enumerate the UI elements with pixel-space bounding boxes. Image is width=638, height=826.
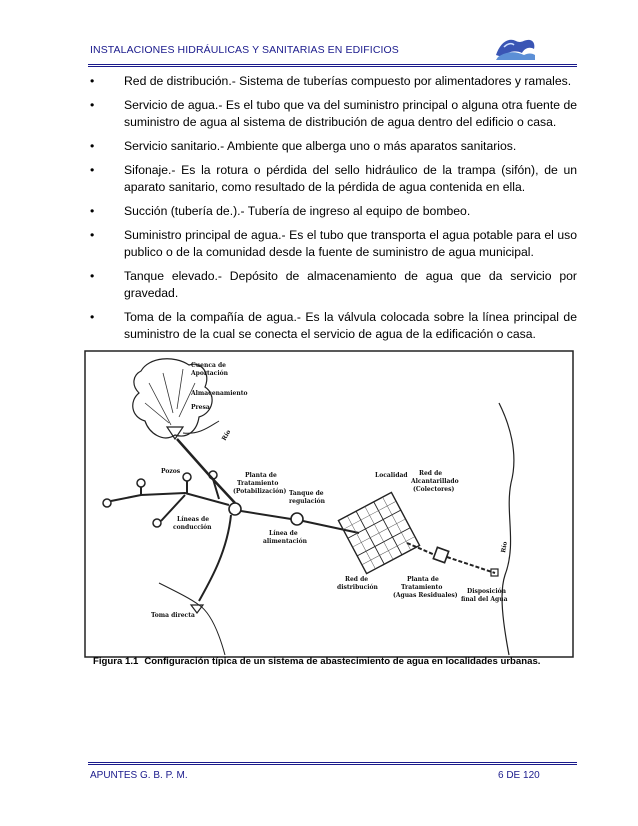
bullet-marker: •: [90, 310, 95, 324]
list-item: [88, 138, 577, 155]
label-red-distribucion: Red de: [345, 576, 369, 583]
list-item: [88, 97, 577, 131]
label-linea-alimentacion: alimentación: [263, 538, 307, 545]
regulation-tank-icon: [291, 513, 303, 525]
definition-text: Tanque elevado.- Depósito de almacenamiento de agua que da servicio por gravedad.: [124, 269, 577, 300]
bullet-marker: •: [90, 228, 95, 242]
list-item: [88, 162, 577, 196]
well-icon: [103, 499, 111, 507]
label-planta-potab: (Potabilización): [233, 488, 287, 495]
label-cuenca: Aportación: [191, 370, 228, 377]
label-red-distribucion: distribución: [337, 584, 378, 591]
header-rule: [88, 64, 577, 67]
label-planta-residuales: Tratamiento: [401, 584, 443, 591]
river-line: [183, 421, 219, 433]
caption-label: Figura 1.1: [93, 656, 139, 667]
bullet-marker: •: [90, 163, 95, 177]
label-tanque: regulación: [289, 498, 325, 505]
bullet-marker: •: [90, 204, 95, 218]
list-item: [88, 73, 577, 90]
definition-text: Succión (tubería de.).- Tubería de ingreso al equipo de bombeo.: [124, 204, 471, 218]
label-toma-directa: Toma directa: [151, 612, 195, 619]
wastewater-plant-icon: [433, 547, 448, 562]
label-rio: Río: [500, 541, 509, 554]
caption-text: Configuración típica de un sistema de abastecimiento de agua en localidades urbanas.: [144, 656, 541, 667]
discharge-line: [447, 557, 495, 573]
well-icon: [137, 479, 145, 487]
treatment-plant-icon: [229, 503, 241, 515]
sewer-line: [407, 543, 435, 555]
figure-caption: [93, 656, 540, 667]
watershed-streams: [145, 369, 195, 425]
label-red-alcantarillado: Alcantarillado: [411, 478, 459, 485]
well-icon: [153, 519, 161, 527]
bullet-marker: •: [90, 139, 95, 153]
label-disposicion: Disposición: [467, 588, 507, 595]
feed-line: [303, 521, 359, 533]
definition-text: Red de distribución.- Sistema de tuberías compuesto por alimentadores y ramales.: [124, 74, 572, 88]
label-localidad: Localidad: [375, 472, 408, 479]
label-linea-alimentacion: Línea de: [269, 530, 298, 537]
label-presa: Presa: [191, 404, 210, 411]
river-left: [159, 583, 225, 655]
label-rio: Río: [220, 428, 233, 442]
label-tanque: Tanque de: [289, 490, 324, 497]
page-number: 6 DE 120: [498, 770, 540, 781]
label-red-alcantarillado: Red de: [419, 470, 443, 477]
water-supply-diagram: [79, 343, 579, 663]
label-lineas-conduccion: Líneas de: [177, 516, 210, 523]
label-red-alcantarillado: (Colectores): [413, 486, 455, 493]
label-planta-residuales: (Aguas Residuales): [393, 592, 458, 599]
list-item: [88, 309, 577, 343]
well-icon: [183, 473, 191, 481]
definition-text: Suministro principal de agua.- Es el tubo que transporta el agua potable para el uso publico o de la comunidad desde la fuente de suministro de agua municipal.: [124, 228, 577, 259]
footer-author: APUNTES G. B. P. M.: [90, 770, 188, 781]
locality-grid: [338, 492, 419, 573]
definition-text: Sifonaje.- Es la rotura o pérdida del sello hidráulico de la trampa (sifón), de un aparato sanitario, como resultado de la pérdida de agua contenida en ella.: [124, 163, 577, 194]
bullet-marker: •: [90, 98, 95, 112]
label-planta-potab: Planta de: [245, 472, 277, 479]
bullet-marker: •: [90, 74, 95, 88]
river-right: [499, 403, 514, 655]
footer-rule: [88, 762, 577, 765]
wave-logo-icon: [494, 33, 536, 63]
well-collector-lines: [111, 479, 229, 521]
definition-text: Toma de la compañía de agua.- Es la válvula colocada sobre la línea principal de suministro de la cual se conecta el servicio de agua de la edificación o casa.: [124, 310, 577, 341]
definitions-list: [88, 73, 577, 350]
label-planta-potab: Tratamiento: [237, 480, 279, 487]
label-planta-residuales: Planta de: [407, 576, 439, 583]
label-cuenca: Cuenca de: [191, 362, 226, 369]
list-item: [88, 203, 577, 220]
page-header-title: INSTALACIONES HIDRÁULICAS Y SANITARIAS EN EDIFICIOS: [90, 44, 399, 56]
list-item: [88, 268, 577, 302]
line-to-tank: [241, 511, 291, 519]
definition-text: Servicio sanitario.- Ambiente que alberga uno o más aparatos sanitarios.: [124, 139, 517, 153]
label-pozos: Pozos: [161, 468, 181, 475]
definition-text: Servicio de agua.- Es el tubo que va del suministro principal o alguna otra fuente de suministro de agua al sistema de distribución de agua dentro del edificio o casa.: [124, 98, 577, 129]
bullet-marker: •: [90, 269, 95, 283]
list-item: [88, 227, 577, 261]
label-disposicion: final del Agua: [461, 596, 508, 603]
label-almacenamiento: Almacenamiento: [191, 390, 248, 397]
label-lineas-conduccion: conducción: [173, 524, 212, 531]
